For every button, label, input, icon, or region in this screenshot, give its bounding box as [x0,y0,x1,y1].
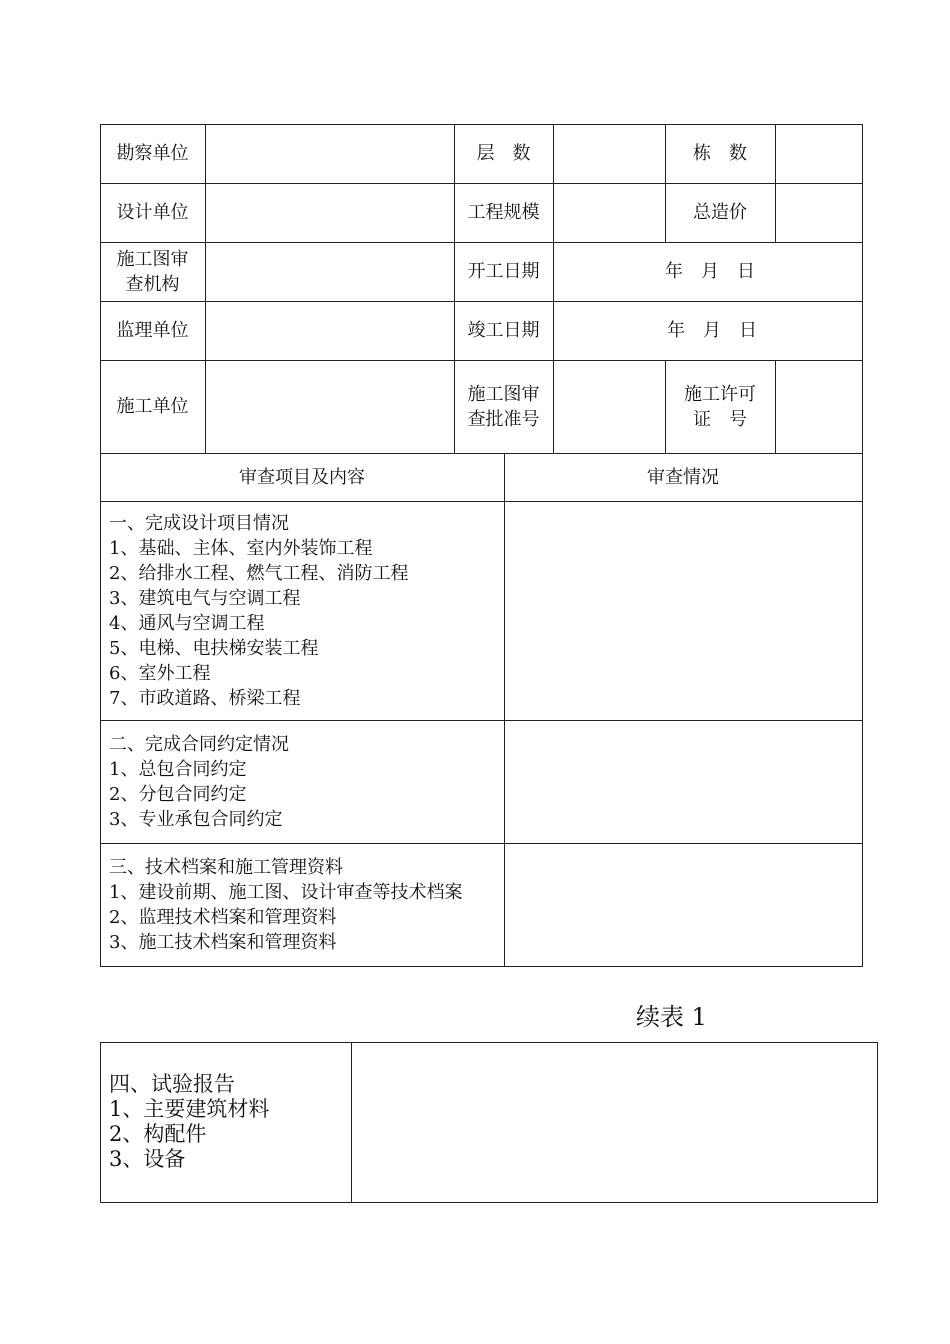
continued-table-label: 续表 1 [636,1003,707,1031]
label-line: 施工图审 [116,248,189,270]
section-contract-items [100,732,504,832]
label-construction-unit: 施工单位 [116,396,189,417]
rule [100,1042,878,1043]
completion-date-value: 年 月 日 [667,320,757,341]
label-buildings: 栋 数 [693,143,747,164]
section-line: 1、基础、主体、室内外装饰工程 [109,538,373,559]
section-line: 4、通风与空调工程 [109,613,265,634]
label-floors: 层 数 [476,143,531,164]
label-line: 查批准号 [467,408,540,430]
section-line: 3、施工技术档案和管理资料 [109,932,337,953]
label-line: 施工许可 [684,383,756,405]
label-permit-no [665,360,775,453]
label-line: 施工图审 [467,383,540,405]
rule [775,124,776,243]
label-survey-unit: 勘察单位 [116,143,189,164]
rule [504,453,505,967]
section-line: 三、技术档案和施工管理资料 [109,857,343,878]
section-line: 7、市政道路、桥梁工程 [109,688,301,709]
label-total-cost: 总造价 [693,202,747,223]
section-line: 2、给排水工程、燃气工程、消防工程 [109,563,409,584]
section-line: 2、分包合同约定 [109,784,247,805]
label-completion-date: 竣工日期 [467,320,540,341]
section-line: 一、完成设计项目情况 [109,513,289,534]
rule [775,360,776,454]
rule [100,501,863,502]
section-line: 1、总包合同约定 [109,759,247,780]
rule [100,843,863,844]
section-line: 5、电梯、电扶梯安装工程 [109,638,319,659]
section-line: 1、建设前期、施工图、设计审查等技术档案 [109,882,463,903]
section-test-reports [100,1072,351,1172]
header-review-items: 审查项目及内容 [239,466,365,488]
rule [100,966,863,967]
start-date-value: 年 月 日 [665,261,755,282]
section-line: 6、室外工程 [109,663,211,684]
label-drawing-review-org [100,242,205,301]
rule [100,720,863,721]
label-project-scale: 工程规模 [467,202,540,223]
section-line: 1、主要建筑材料 [109,1097,270,1121]
section-line: 3、设备 [109,1147,186,1171]
section-line: 二、完成合同约定情况 [109,734,289,755]
section-line: 3、建筑电气与空调工程 [109,588,301,609]
section-line: 2、构配件 [109,1122,207,1146]
section-line: 四、试验报告 [109,1072,235,1096]
rule [351,1042,352,1203]
section-design-items [100,511,504,711]
label-line: 查机构 [125,273,180,295]
label-drawing-approval-no [454,360,553,453]
label-start-date: 开工日期 [467,261,540,282]
section-line: 3、专业承包合同约定 [109,809,283,830]
section-line: 2、监理技术档案和管理资料 [109,907,337,928]
rule [205,124,206,454]
label-line: 证 号 [693,408,747,430]
rule [100,1202,878,1203]
label-supervision-unit: 监理单位 [116,320,189,341]
rule [877,1042,878,1203]
label-design-unit: 设计单位 [116,202,189,223]
header-review-status: 审查情况 [647,466,719,488]
section-archive-items [100,855,504,955]
